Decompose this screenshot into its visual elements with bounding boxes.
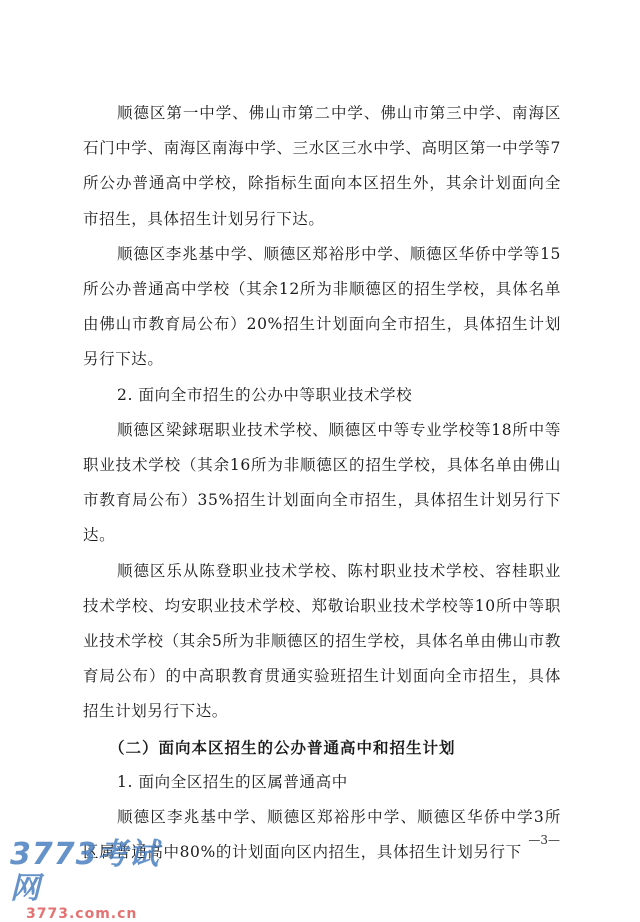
paragraph-15-schools: 顺德区李兆基中学、顺德区郑裕彤中学、顺德区华侨中学等15所公办普通高中学校（其余12所为非顺德区的招生学校，具体名单由佛山市教育局公布）20%招生计划面向全市招生，具体招生计划另行下达。: [83, 244, 561, 369]
paragraph-10-vocational-schools: 顺德区乐从陈登职业技术学校、陈村职业技术学校、容桂职业技术学校、均安职业技术学校、郑敬诒职业技术学校等10所中等职业技术学校（其余5所为非顺德区的招生学校，具体名单由佛山市教育局公布）的中高职教育贯通实验班招生计划面向全市招生，具体招生计划另行下达。: [83, 561, 561, 721]
subheading-vocational-schools: 2. 面向全市招生的公办中等职业技术学校: [117, 385, 413, 404]
section-heading: （二）面向本区招生的公办普通高中和招生计划: [109, 737, 456, 757]
watermark-url: 3773.com.cn: [26, 906, 138, 922]
document-body: [83, 96, 561, 870]
page-number: —3—: [528, 833, 560, 847]
paragraph-18-vocational-schools: 顺德区梁銶琚职业技术学校、顺德区中等专业学校等18所中等职业技术学校（其余16所为非顺德区的招生学校，具体名单由佛山市教育局公布）35%招生计划面向全市招生，具体招生计划另行下达。: [83, 420, 561, 545]
paragraph-3-district-schools: 顺德区李兆基中学、顺德区郑裕彤中学、顺德区华侨中学3所区属普通高中80%的计划面向区内招生，具体招生计划另行下: [83, 808, 561, 862]
paragraph-7-schools: 顺德区第一中学、佛山市第二中学、佛山市第三中学、南海区石门中学、南海区南海中学、三水区三水中学、高明区第一中学等7所公办普通高中学校，除指标生面向本区招生外，其余计划面向全市招生，具体招生计划另行下达。: [83, 104, 561, 228]
watermark-logo: 3773考试网: [10, 837, 160, 906]
subheading-district-high-schools: 1. 面向全区招生的区属普通高中: [117, 772, 348, 791]
site-watermark: [10, 837, 180, 922]
